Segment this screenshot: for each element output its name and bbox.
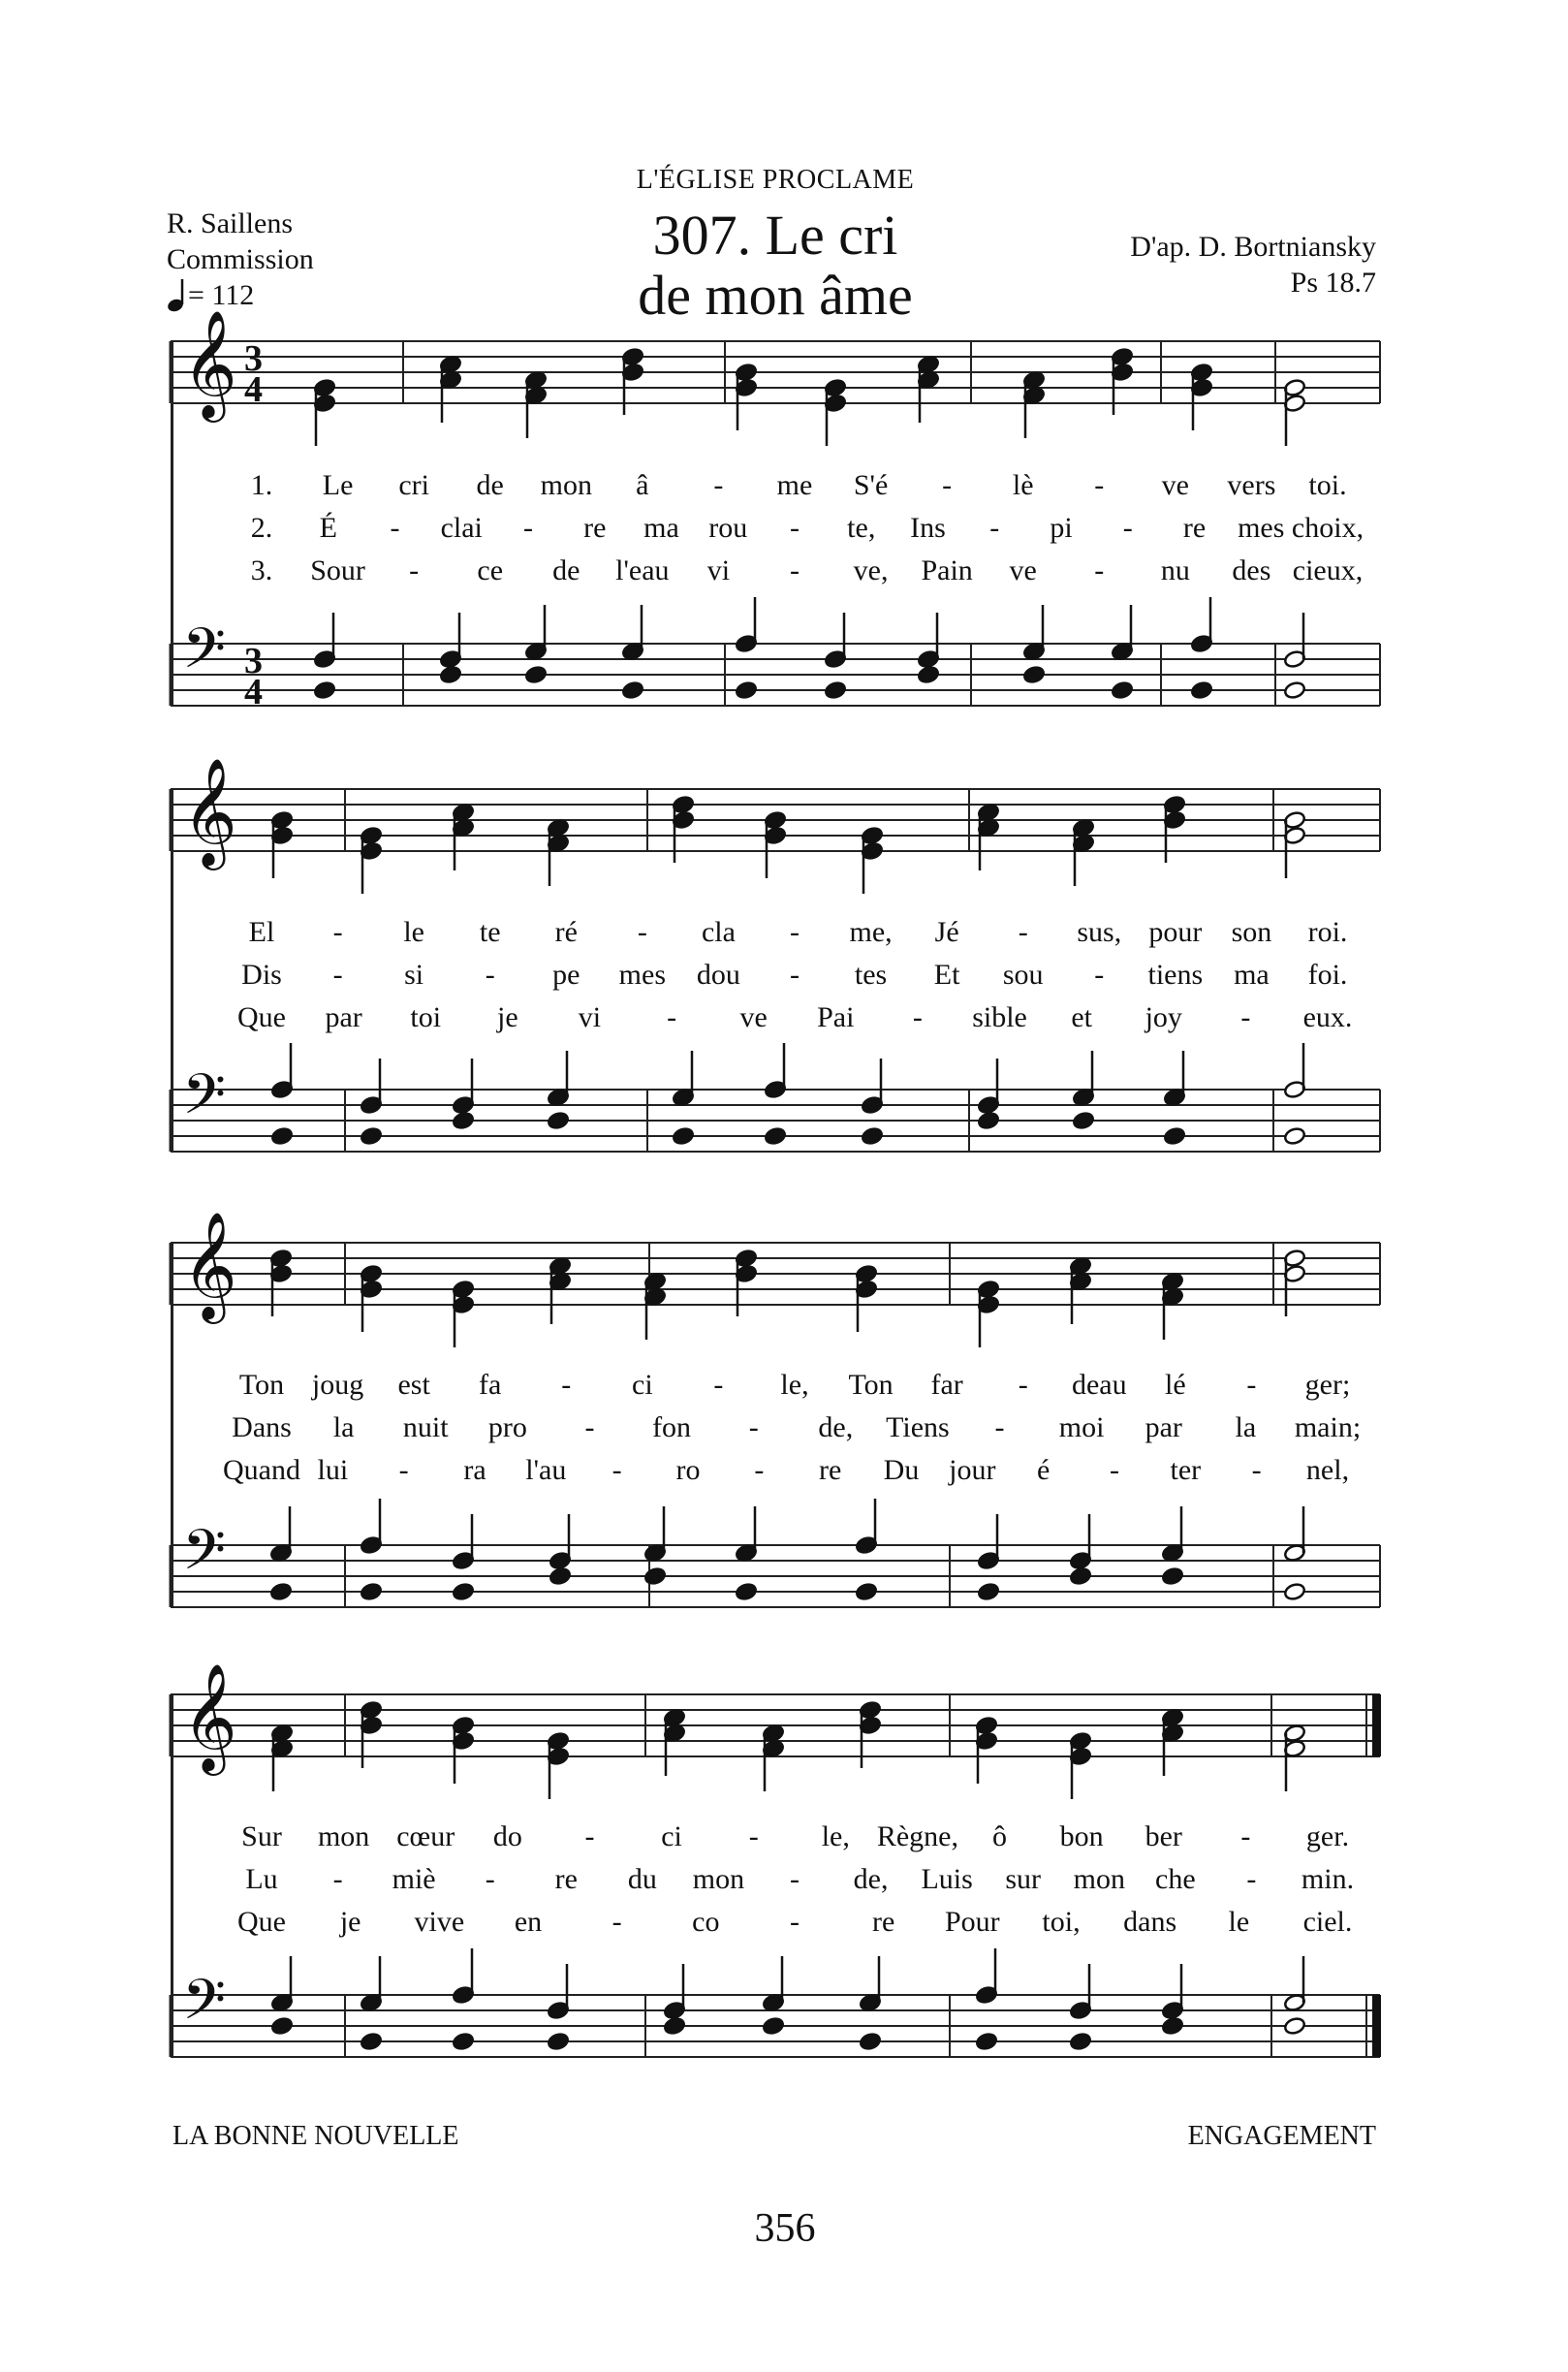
lyric-syllable: ve bbox=[1161, 469, 1190, 501]
lyric-syllable: tiens bbox=[1147, 959, 1204, 991]
lyric-syllable: - bbox=[1094, 959, 1105, 991]
lyric-syllable: Lu bbox=[245, 1863, 278, 1895]
lyric-syllable: - bbox=[1246, 1863, 1257, 1895]
notehead bbox=[735, 680, 758, 700]
lyric-syllable: sur bbox=[1005, 1863, 1042, 1895]
lyric-syllable: - bbox=[332, 959, 343, 991]
lyric-syllable: par bbox=[325, 1001, 362, 1033]
lyric-syllable: - bbox=[485, 1863, 495, 1895]
lyric-syllable: des bbox=[1232, 554, 1271, 586]
lyric-syllable: ve bbox=[1009, 554, 1037, 586]
bass-clef-icon: 𝄢 bbox=[182, 616, 227, 695]
lyric-syllable: pour bbox=[1148, 916, 1203, 948]
notehead bbox=[547, 1111, 570, 1130]
lyric-syllable: Pour bbox=[944, 1906, 1000, 1938]
lyric-syllable: vi bbox=[578, 1001, 602, 1033]
lyric-syllable: mon bbox=[317, 1820, 370, 1852]
final-bar-thick bbox=[1372, 1995, 1381, 2057]
lyric-syllable: joy bbox=[1145, 1001, 1182, 1033]
lyric-syllable: - bbox=[332, 916, 343, 948]
lyric-syllable: te, bbox=[847, 512, 876, 544]
lyric-syllable: Dans bbox=[232, 1411, 292, 1443]
lyric-syllable: Ton bbox=[238, 1369, 285, 1401]
lyric-line bbox=[0, 1001, 1568, 1040]
lyric-syllable: le, bbox=[821, 1820, 850, 1852]
lyric-syllable: - bbox=[667, 1001, 677, 1033]
lyric-syllable: toi bbox=[410, 1001, 442, 1033]
composer: D'ap. D. Bortniansky bbox=[1130, 231, 1376, 263]
lyric-syllable: - bbox=[1110, 1454, 1119, 1486]
lyric-line bbox=[0, 1863, 1568, 1902]
lyric-syllable: Le bbox=[322, 469, 354, 501]
lyric-syllable: mes bbox=[618, 959, 667, 991]
lyric-syllable: jour bbox=[949, 1454, 996, 1486]
notehead bbox=[855, 1582, 878, 1601]
lyric-syllable: miè bbox=[392, 1863, 436, 1895]
lyric-syllable: - bbox=[390, 512, 400, 544]
lyric-syllable: Que bbox=[237, 1906, 286, 1938]
lyric-syllable: dou bbox=[696, 959, 740, 991]
notehead bbox=[1283, 680, 1306, 700]
notehead bbox=[1283, 1126, 1306, 1146]
notehead bbox=[672, 1126, 695, 1146]
notehead bbox=[643, 1566, 667, 1586]
time-signature-numerator: 3 bbox=[244, 338, 263, 379]
lyric-syllable: 1. bbox=[250, 469, 273, 501]
lyric-syllable: ra bbox=[463, 1454, 486, 1486]
lyric-syllable: re bbox=[819, 1454, 842, 1486]
lyric-syllable: et bbox=[1071, 1001, 1092, 1033]
hymn-title-line2: de mon âme bbox=[638, 264, 913, 327]
lyric-syllable: re bbox=[1182, 512, 1207, 544]
lyric-syllable: - bbox=[790, 959, 800, 991]
treble-staff bbox=[0, 757, 1568, 886]
lyric-syllable: en bbox=[514, 1906, 543, 1938]
lyric-syllable: le, bbox=[780, 1369, 809, 1401]
lyric-syllable: Du bbox=[883, 1454, 920, 1486]
lyric-syllable: Que bbox=[237, 1001, 286, 1033]
scripture-reference: Ps 18.7 bbox=[1290, 267, 1376, 299]
lyric-syllable: - bbox=[912, 1001, 923, 1033]
notehead bbox=[270, 1126, 294, 1146]
tempo-value: = 112 bbox=[188, 279, 255, 311]
lyric-syllable: fon bbox=[652, 1411, 692, 1443]
notehead bbox=[270, 2016, 294, 2036]
lyric-syllable: - bbox=[1094, 469, 1105, 501]
lyric-syllable: - bbox=[485, 959, 495, 991]
notehead bbox=[663, 2016, 686, 2036]
lyric-syllable: sible bbox=[972, 1001, 1027, 1033]
lyric-syllable: mes bbox=[1238, 512, 1285, 544]
lyric-syllable: tes bbox=[854, 959, 888, 991]
lyric-syllable: - bbox=[523, 512, 533, 544]
notehead bbox=[313, 680, 336, 700]
treble-staff bbox=[0, 1662, 1568, 1791]
lyric-syllable: vive bbox=[414, 1906, 465, 1938]
lyric-syllable: de, bbox=[853, 1863, 889, 1895]
notehead bbox=[360, 1126, 383, 1146]
lyric-syllable: - bbox=[790, 512, 800, 544]
lyric-syllable: l'au bbox=[525, 1454, 567, 1486]
lyric-syllable: Tiens bbox=[886, 1411, 950, 1443]
lyric-syllable: je bbox=[497, 1001, 518, 1033]
lyric-syllable: ci bbox=[661, 1820, 682, 1852]
lyric-syllable: toi, bbox=[1042, 1906, 1081, 1938]
notehead bbox=[1190, 680, 1213, 700]
lyric-syllable: sou bbox=[1002, 959, 1044, 991]
lyric-syllable: ma bbox=[643, 512, 679, 544]
bass-staff bbox=[0, 1517, 1568, 1642]
notehead bbox=[269, 1582, 293, 1601]
commission: Commission bbox=[167, 243, 314, 275]
lyric-syllable: deau bbox=[1071, 1369, 1127, 1401]
bass-staff bbox=[0, 1967, 1568, 2092]
lyric-syllable: par bbox=[1145, 1411, 1182, 1443]
bass-clef-icon: 𝄢 bbox=[182, 1061, 227, 1141]
lyric-syllable: lui bbox=[317, 1454, 349, 1486]
lyric-syllable: min. bbox=[1301, 1863, 1355, 1895]
time-signature-denominator: 4 bbox=[244, 369, 263, 410]
bass-staff bbox=[0, 1061, 1568, 1186]
notehead bbox=[861, 1126, 884, 1146]
notehead bbox=[439, 665, 462, 684]
authors-block bbox=[167, 206, 314, 313]
lyric-syllable: la bbox=[332, 1411, 355, 1443]
notehead bbox=[917, 665, 940, 684]
lyric-syllable: vers bbox=[1227, 469, 1276, 501]
notehead bbox=[549, 1566, 572, 1586]
quarter-note-icon bbox=[167, 277, 188, 312]
lyric-line bbox=[0, 1454, 1568, 1493]
footer-left-label: LA BONNE NOUVELLE bbox=[172, 2121, 459, 2151]
lyric-syllable: clai bbox=[440, 512, 483, 544]
lyric-syllable: bon bbox=[1059, 1820, 1104, 1852]
lyric-syllable: eux. bbox=[1302, 1001, 1353, 1033]
notehead bbox=[975, 2032, 998, 2051]
lyric-syllable: son bbox=[1231, 916, 1272, 948]
lyric-syllable: ger. bbox=[1305, 1820, 1350, 1852]
lyric-syllable: - bbox=[1240, 1820, 1251, 1852]
lyric-syllable: la bbox=[1235, 1411, 1257, 1443]
lyric-syllable: - bbox=[989, 512, 1000, 544]
lyric-line bbox=[0, 554, 1568, 593]
notehead bbox=[621, 680, 644, 700]
lyric-syllable: - bbox=[612, 1906, 622, 1938]
lyric-syllable: ré bbox=[554, 916, 578, 948]
treble-clef-icon: 𝄞 bbox=[182, 309, 237, 418]
lyric-syllable: est bbox=[397, 1369, 430, 1401]
lyric-syllable: toi. bbox=[1308, 469, 1347, 501]
notehead bbox=[859, 2032, 882, 2051]
notehead bbox=[1163, 1126, 1186, 1146]
treble-staff bbox=[0, 1211, 1568, 1340]
lyric-syllable: 3. bbox=[250, 554, 273, 586]
lyric-syllable: de bbox=[552, 554, 580, 586]
lyric-syllable: Ins bbox=[910, 512, 946, 544]
lyric-syllable: - bbox=[1018, 916, 1028, 948]
lyric-syllable: - bbox=[994, 1411, 1005, 1443]
lyric-syllable: cœur bbox=[396, 1820, 455, 1852]
lyric-syllable: main; bbox=[1294, 1411, 1362, 1443]
lyric-syllable: le bbox=[403, 916, 424, 948]
notehead bbox=[1022, 665, 1046, 684]
lyric-syllable: je bbox=[339, 1906, 361, 1938]
lyric-syllable: l'eau bbox=[615, 554, 670, 586]
lyric-syllable: Sur bbox=[241, 1820, 282, 1852]
notehead bbox=[524, 665, 548, 684]
lyric-line bbox=[0, 1411, 1568, 1450]
lyric-syllable: S'é bbox=[853, 469, 889, 501]
bass-clef-icon: 𝄢 bbox=[182, 1967, 227, 2046]
lyric-syllable: Sour bbox=[310, 554, 365, 586]
lyric-syllable: ma bbox=[1234, 959, 1270, 991]
lyric-syllable: choix, bbox=[1291, 512, 1364, 544]
lyric-syllable: - bbox=[790, 916, 800, 948]
lyric-syllable: pro bbox=[487, 1411, 527, 1443]
lyric-line bbox=[0, 469, 1568, 508]
bass-clef-icon: 𝄢 bbox=[182, 1517, 227, 1597]
notehead bbox=[1069, 2032, 1092, 2051]
lyric-syllable: far bbox=[930, 1369, 963, 1401]
notehead bbox=[824, 680, 847, 700]
lyric-syllable: - bbox=[790, 1906, 800, 1938]
notehead bbox=[762, 2016, 785, 2036]
lyric-syllable: re bbox=[872, 1906, 895, 1938]
composer-block bbox=[1047, 229, 1376, 300]
lyric-syllable: - bbox=[398, 1454, 409, 1486]
lyric-syllable: te bbox=[479, 916, 501, 948]
lyric-syllable: - bbox=[1246, 1369, 1257, 1401]
notehead bbox=[360, 2032, 383, 2051]
lyric-syllable: - bbox=[1018, 1369, 1028, 1401]
lyric-syllable: vi bbox=[706, 554, 731, 586]
lyricist: R. Saillens bbox=[167, 207, 294, 239]
lyric-syllable: Pain bbox=[921, 554, 973, 586]
hymn-title bbox=[543, 206, 1008, 326]
notehead bbox=[735, 1582, 758, 1601]
footer-right-label: ENGAGEMENT bbox=[1187, 2121, 1376, 2151]
lyric-syllable: Jé bbox=[934, 916, 959, 948]
notehead bbox=[452, 2032, 475, 2051]
section-heading: L'ÉGLISE PROCLAME bbox=[636, 165, 915, 195]
lyric-syllable: - bbox=[1251, 1454, 1262, 1486]
lyric-syllable: - bbox=[584, 1411, 595, 1443]
lyric-syllable: pi bbox=[1050, 512, 1073, 544]
lyric-syllable: Règne, bbox=[876, 1820, 958, 1852]
lyric-syllable: mon bbox=[692, 1863, 745, 1895]
lyric-syllable: - bbox=[1094, 554, 1105, 586]
lyric-line bbox=[0, 1820, 1568, 1859]
lyric-syllable: Luis bbox=[921, 1863, 973, 1895]
lyric-syllable: cieux, bbox=[1292, 554, 1364, 586]
lyric-syllable: co bbox=[692, 1906, 720, 1938]
lyric-syllable: nuit bbox=[402, 1411, 449, 1443]
lyric-syllable: Dis bbox=[241, 959, 282, 991]
lyric-syllable: Ton bbox=[848, 1369, 894, 1401]
lyric-syllable: rou bbox=[708, 512, 748, 544]
lyric-syllable: - bbox=[748, 1820, 759, 1852]
lyric-syllable: - bbox=[409, 554, 420, 586]
final-bar-thick bbox=[1372, 1694, 1381, 1756]
lyric-syllable: ci bbox=[632, 1369, 653, 1401]
lyric-syllable: â bbox=[636, 469, 649, 501]
lyric-syllable: mon bbox=[540, 469, 592, 501]
lyric-syllable: roi. bbox=[1307, 916, 1348, 948]
lyric-syllable: ber bbox=[1145, 1820, 1182, 1852]
treble-clef-icon: 𝄞 bbox=[182, 1211, 237, 1319]
lyric-syllable: É bbox=[319, 512, 337, 544]
lyric-syllable: - bbox=[1122, 512, 1133, 544]
lyric-syllable: me bbox=[776, 469, 813, 501]
lyric-line bbox=[0, 1369, 1568, 1407]
lyric-syllable: sus, bbox=[1077, 916, 1122, 948]
lyric-syllable: ciel. bbox=[1302, 1906, 1353, 1938]
lyric-syllable: che bbox=[1155, 1863, 1196, 1895]
lyric-syllable: si bbox=[404, 959, 424, 991]
lyric-syllable: fa bbox=[479, 1369, 502, 1401]
notehead bbox=[547, 2032, 570, 2051]
lyric-syllable: 2. bbox=[250, 512, 273, 544]
lyric-syllable: dans bbox=[1123, 1906, 1177, 1938]
lyric-syllable: - bbox=[612, 1454, 622, 1486]
notehead bbox=[452, 1111, 475, 1130]
lyric-syllable: pe bbox=[552, 959, 580, 991]
lyric-syllable: ro bbox=[675, 1454, 701, 1486]
lyric-syllable: El bbox=[248, 916, 275, 948]
lyric-line bbox=[0, 959, 1568, 997]
lyric-syllable: nel, bbox=[1305, 1454, 1350, 1486]
lyric-line bbox=[0, 512, 1568, 551]
notehead bbox=[1072, 1111, 1095, 1130]
lyric-syllable: ter bbox=[1170, 1454, 1202, 1486]
lyric-syllable: é bbox=[1036, 1454, 1051, 1486]
lyric-line bbox=[0, 1906, 1568, 1945]
lyric-syllable: de, bbox=[818, 1411, 854, 1443]
lyric-syllable: le bbox=[1228, 1906, 1250, 1938]
lyric-line bbox=[0, 916, 1568, 955]
lyric-syllable: do bbox=[492, 1820, 522, 1852]
lyric-syllable: cla bbox=[701, 916, 736, 948]
lyric-syllable: mon bbox=[1073, 1863, 1125, 1895]
lyric-syllable: Quand bbox=[223, 1454, 300, 1486]
lyric-syllable: ce bbox=[477, 554, 504, 586]
notehead bbox=[1161, 1566, 1184, 1586]
page-number: 356 bbox=[754, 2206, 816, 2251]
lyric-syllable: moi bbox=[1058, 1411, 1105, 1443]
lyric-syllable: - bbox=[942, 469, 953, 501]
lyric-syllable: re bbox=[554, 1863, 578, 1895]
lyric-syllable: - bbox=[637, 916, 647, 948]
notehead bbox=[1283, 1582, 1306, 1601]
notehead bbox=[1283, 2016, 1306, 2036]
notehead bbox=[1161, 2016, 1184, 2036]
lyric-syllable: Pai bbox=[817, 1001, 855, 1033]
lyric-syllable: - bbox=[332, 1863, 343, 1895]
lyric-syllable: - bbox=[1240, 1001, 1251, 1033]
notehead bbox=[977, 1582, 1000, 1601]
lyric-syllable: me, bbox=[849, 916, 893, 948]
treble-clef-icon: 𝄞 bbox=[182, 757, 237, 866]
notehead bbox=[452, 1582, 475, 1601]
lyric-syllable: foi. bbox=[1307, 959, 1348, 991]
lyric-syllable: - bbox=[790, 554, 800, 586]
time-signature-numerator: 3 bbox=[244, 641, 263, 681]
lyric-syllable: - bbox=[584, 1820, 595, 1852]
lyric-syllable: de bbox=[476, 469, 504, 501]
notehead bbox=[764, 1126, 787, 1146]
lyric-syllable: - bbox=[754, 1454, 765, 1486]
notehead bbox=[1111, 680, 1134, 700]
lyric-syllable: lé bbox=[1165, 1369, 1186, 1401]
tempo-marking bbox=[167, 277, 314, 313]
lyric-syllable: ve bbox=[739, 1001, 768, 1033]
lyric-syllable: joug bbox=[311, 1369, 364, 1401]
lyric-syllable: - bbox=[713, 1369, 724, 1401]
treble-clef-icon: 𝄞 bbox=[182, 1662, 237, 1771]
lyric-syllable: re bbox=[583, 512, 607, 544]
lyric-syllable: cri bbox=[398, 469, 429, 501]
lyric-syllable: - bbox=[748, 1411, 759, 1443]
lyric-syllable: lè bbox=[1012, 469, 1034, 501]
lyric-syllable: - bbox=[790, 1863, 800, 1895]
lyric-syllable: nu bbox=[1160, 554, 1190, 586]
lyric-syllable: ger; bbox=[1304, 1369, 1351, 1401]
lyric-syllable: du bbox=[627, 1863, 657, 1895]
lyric-syllable: ô bbox=[992, 1820, 1008, 1852]
hymn-title-line1: 307. Le cri bbox=[652, 204, 898, 267]
notehead bbox=[1069, 1566, 1092, 1586]
treble-staff bbox=[0, 309, 1568, 438]
lyric-syllable: ve, bbox=[853, 554, 889, 586]
lyric-syllable: - bbox=[713, 469, 724, 501]
lyric-syllable: - bbox=[561, 1369, 572, 1401]
notehead bbox=[360, 1582, 383, 1601]
notehead bbox=[977, 1111, 1000, 1130]
bass-staff bbox=[0, 616, 1568, 741]
time-signature-denominator: 4 bbox=[244, 672, 263, 712]
lyric-syllable: Et bbox=[933, 959, 960, 991]
